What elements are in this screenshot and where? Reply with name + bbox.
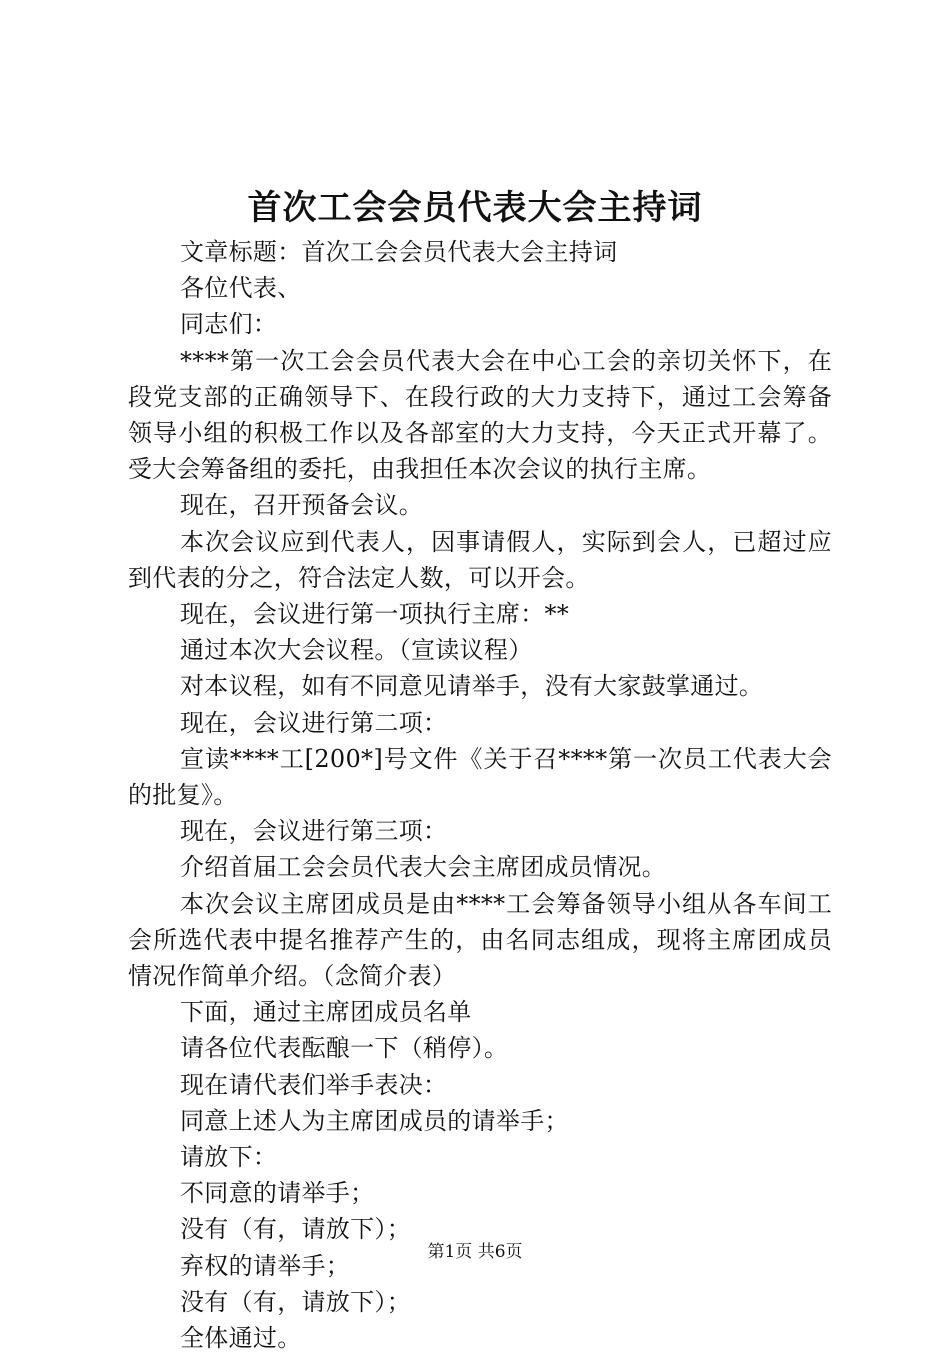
paragraph: 不同意的请举手； (180, 1179, 375, 1208)
paragraph: 请各位代表酝酿一下（稍停）。 (180, 1034, 509, 1063)
paragraph: 全体通过。 (180, 1324, 302, 1353)
paragraph: 下面，通过主席团成员名单 (180, 998, 472, 1027)
page-footer: 第1页 共6页 (427, 1242, 523, 1262)
paragraph: 同志们： (180, 310, 278, 339)
paragraph: 文章标题：首次工会会员代表大会主持词 (180, 238, 618, 266)
paragraph: 同意上述人为主席团成员的请举手； (180, 1106, 569, 1135)
paragraph: 现在请代表们举手表决： (180, 1070, 448, 1099)
paragraph: 介绍首届工会会员代表大会主席团成员情况。 (180, 853, 666, 882)
paragraph: 宣读****工[200*]号文件《关于召****第一次员工代表大会的批复》。 (128, 744, 832, 810)
paragraph: 现在，会议进行第二项： (180, 708, 448, 737)
paragraph: 对本议程，如有不同意见请举手，没有大家鼓掌通过。 (180, 672, 764, 701)
document-body (128, 234, 832, 1356)
paragraph: 通过本次大会议程。（宣读议程） (180, 636, 533, 665)
paragraph: 弃权的请举手； (180, 1251, 351, 1280)
document-title: 首次工会会员代表大会主持词 (247, 188, 703, 228)
paragraph: 本次会议应到代表人，因事请假人，实际到会人，已超过应到代表的分之，符合法定人数，可以开会。 (128, 527, 832, 592)
paragraph: 现在，会议进行第一项执行主席：** (180, 600, 570, 629)
paragraph: ****第一次工会会员代表大会在中心工会的亲切关怀下，在段党支部的正确领导下、在段行政的大力支持下，通过工会筹备领导小组的积极工作以及各部室的大力支持，今天正式开幕了。受大会筹备组的委托，由我担任本次会议的执行主席。 (128, 346, 832, 484)
paragraph: 现在，会议进行第三项： (180, 817, 448, 846)
paragraph: 各位代表、 (180, 274, 302, 303)
paragraph: 现在，召开预备会议。 (180, 491, 423, 520)
paragraph: 没有（有，请放下）； (180, 1215, 411, 1244)
paragraph: 没有（有，请放下）； (180, 1287, 411, 1316)
paragraph: 本次会议主席团成员是由****工会筹备领导小组从各车间工会所选代表中提名推荐产生的，由名同志组成，现将主席团成员情况作简单介绍。（念简介表） (128, 889, 832, 991)
paragraph: 请放下： (180, 1143, 278, 1172)
